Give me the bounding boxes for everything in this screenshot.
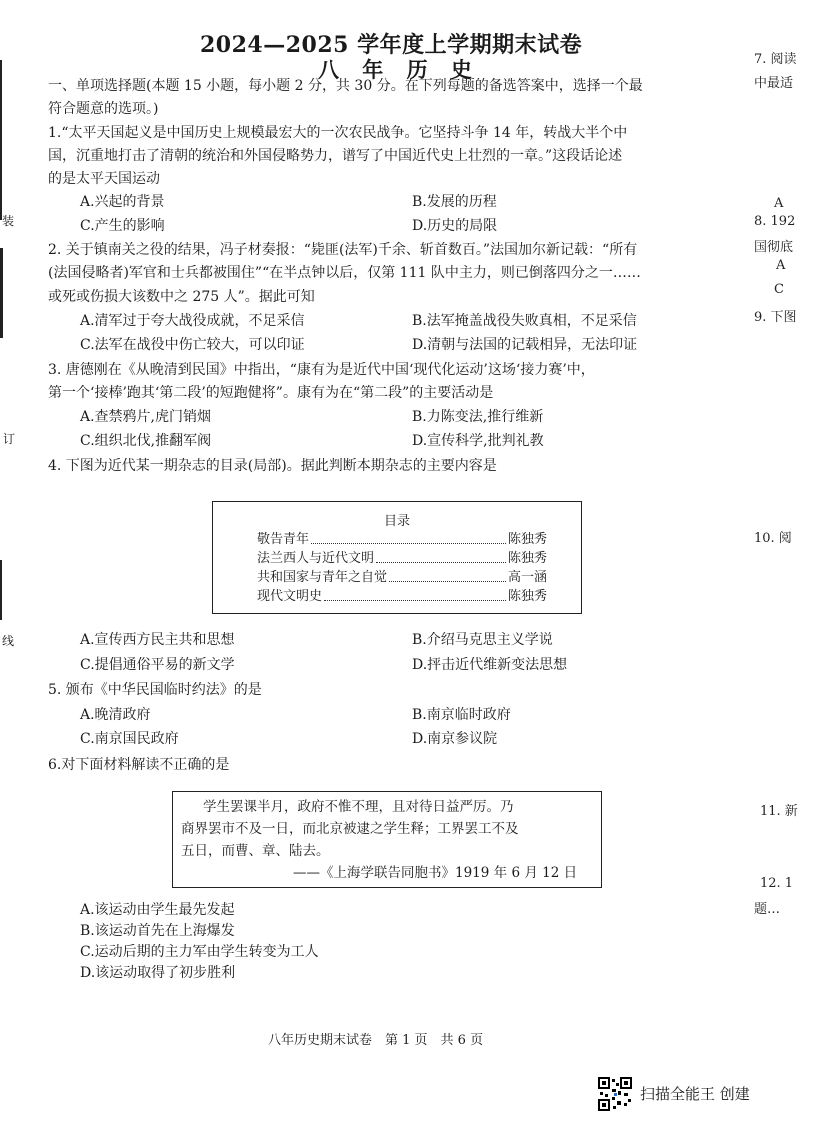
q5-option-c: C.南京国民政府 bbox=[80, 731, 179, 747]
right-edge-text: 中最适 bbox=[754, 76, 794, 91]
magazine-toc-box bbox=[212, 501, 582, 614]
right-edge-text: 12. 1 bbox=[760, 876, 794, 891]
binding-edge-line bbox=[0, 560, 2, 620]
q1-stem-line3: 的是太平天国运动 bbox=[48, 171, 160, 187]
q2-stem-line2: (法国侵略者)军官和士兵都被围住”“在半点钟以后，仅第 111 队中主力，则已倒落四分之一…… bbox=[48, 265, 641, 281]
q3-stem-line2: 第一个‘接棒’跑其‘第二段’的短跑健将”。康有为在“第二段”的主要活动是 bbox=[48, 385, 494, 401]
toc-row bbox=[257, 568, 547, 588]
quote-line: 学生罢课半月，政府不惟不理，且对待日益严厉。乃 bbox=[203, 799, 514, 815]
toc-article: 敬告青年 bbox=[257, 532, 310, 547]
q2-option-d: D.清朝与法国的记载相异，无法印证 bbox=[412, 337, 638, 353]
q2-stem-line1: 2. 关于镇南关之役的结果，冯子材奏报：“毙匪(法军)千余、斩首数百。”法国加尔新记载：“所有 bbox=[48, 242, 638, 258]
q4-option-b: B.介绍马克思主义学说 bbox=[412, 632, 553, 648]
toc-leader-dots bbox=[311, 530, 506, 544]
q3-option-c: C.组织北伐,推翻军阀 bbox=[80, 433, 212, 449]
toc-leader-dots bbox=[389, 568, 506, 582]
toc-author: 陈独秀 bbox=[507, 589, 547, 604]
q5-option-a: A.晚清政府 bbox=[80, 707, 151, 723]
right-edge-text: 9. 下图 bbox=[754, 310, 797, 325]
right-edge-text: A bbox=[774, 196, 784, 211]
toc-article: 共和国家与青年之自觉 bbox=[257, 570, 388, 585]
binding-label: 装 bbox=[2, 214, 15, 228]
right-edge-text: 8. 192 bbox=[754, 214, 796, 229]
binding-edge-line bbox=[0, 248, 3, 338]
q1-option-b: B.发展的历程 bbox=[412, 194, 497, 210]
binding-edge-line bbox=[0, 60, 2, 220]
toc-article: 法兰西人与近代文明 bbox=[257, 551, 375, 566]
q1-option-c: C.产生的影响 bbox=[80, 218, 165, 234]
q6-option-b: B.该运动首先在上海爆发 bbox=[80, 923, 235, 939]
scanner-watermark: 扫描全能王 创建 bbox=[640, 1085, 750, 1103]
page-footer: 八年历史期末试卷 第 1 页 共 6 页 bbox=[268, 1033, 484, 1048]
q2-option-c: C.法军在战役中伤亡较大，可以印证 bbox=[80, 337, 305, 353]
toc-title: 目录 bbox=[383, 514, 410, 529]
q3-stem-line1: 3. 唐德刚在《从晚清到民国》中指出，“康有为是近代中国‘现代化运动’这场‘接力赛’中， bbox=[48, 362, 595, 378]
q4-option-d: D.抨击近代维新变法思想 bbox=[412, 657, 568, 673]
q3-option-b: B.力陈变法,推行维新 bbox=[412, 409, 544, 425]
q4-option-a: A.宣传西方民主共和思想 bbox=[80, 632, 235, 648]
right-edge-text: 11. 新 bbox=[760, 804, 798, 819]
q6-option-c: C.运动后期的主力军由学生转变为工人 bbox=[80, 944, 319, 960]
q6-option-a: A.该运动由学生最先发起 bbox=[80, 902, 235, 918]
quote-source: ——《上海学联告同胞书》1919 年 6 月 12 日 bbox=[293, 865, 578, 881]
right-edge-text: 7. 阅读 bbox=[754, 52, 797, 67]
q1-option-d: D.历史的局限 bbox=[412, 218, 498, 234]
right-edge-text: 题… bbox=[754, 902, 781, 917]
toc-author: 高一涵 bbox=[507, 570, 547, 585]
exam-subject: 八 年 历 史 bbox=[318, 57, 480, 82]
binding-label: 订 bbox=[3, 432, 16, 446]
q5-option-b: B.南京临时政府 bbox=[412, 707, 511, 723]
q1-stem-line1: 1.“太平天国起义是中国历史上规模最宏大的一次农民战争。它坚持斗争 14 年，转战大半个中 bbox=[48, 125, 628, 141]
quote-line: 五日，而曹、章、陆去。 bbox=[181, 843, 330, 859]
q2-option-b: B.法军掩盖战役失败真相，不足采信 bbox=[412, 313, 637, 329]
q6-stem: 6.对下面材料解读不正确的是 bbox=[48, 757, 230, 773]
quote-box bbox=[172, 791, 602, 888]
toc-leader-dots bbox=[324, 587, 506, 601]
right-edge-text: 10. 阅 bbox=[754, 531, 792, 546]
q5-stem: 5. 颁布《中华民国临时约法》的是 bbox=[48, 682, 262, 698]
toc-author: 陈独秀 bbox=[507, 551, 547, 566]
q3-option-d: D.宣传科学,批判礼教 bbox=[412, 433, 544, 449]
right-edge-text: 国彻底 bbox=[754, 240, 794, 255]
toc-author: 陈独秀 bbox=[507, 532, 547, 547]
q2-option-a: A.清军过于夸大战役成就，不足采信 bbox=[80, 313, 305, 329]
q5-option-d: D.南京参议院 bbox=[412, 731, 498, 747]
qr-code-icon bbox=[598, 1077, 632, 1111]
q1-option-a: A.兴起的背景 bbox=[80, 194, 165, 210]
quote-line: 商界罢市不及一日，而北京被逮之学生释；工界罢工不及 bbox=[181, 821, 519, 837]
exam-title: 2024—2025 学年度上学期期末试卷 bbox=[200, 32, 583, 58]
q6-option-d: D.该运动取得了初步胜利 bbox=[80, 965, 236, 981]
section-heading-line2: 符合题意的选项。) bbox=[48, 101, 159, 117]
right-edge-text: A bbox=[776, 258, 786, 273]
q2-stem-line3: 或死或伤损大该数中之 275 人”。据此可知 bbox=[48, 289, 315, 305]
toc-row bbox=[257, 530, 547, 550]
q4-option-c: C.提倡通俗平易的新文学 bbox=[80, 657, 235, 673]
section-heading-line1: 一、单项选择题(本题 15 小题，每小题 2 分，共 30 分。在下列每题的备选答案中，选择一个最 bbox=[48, 78, 643, 94]
q3-option-a: A.查禁鸦片,虎门销烟 bbox=[80, 409, 212, 425]
toc-row bbox=[257, 549, 547, 569]
q1-stem-line2: 国，沉重地打击了清朝的统治和外国侵略势力，谱写了中国近代史上壮烈的一章。”这段话论述 bbox=[48, 148, 623, 164]
right-edge-text: C bbox=[774, 282, 784, 297]
binding-label: 线 bbox=[2, 634, 15, 648]
toc-article: 现代文明史 bbox=[257, 589, 323, 604]
toc-leader-dots bbox=[376, 549, 506, 563]
q4-stem: 4. 下图为近代某一期杂志的目录(局部)。据此判断本期杂志的主要内容是 bbox=[48, 458, 497, 474]
toc-row bbox=[257, 587, 547, 607]
